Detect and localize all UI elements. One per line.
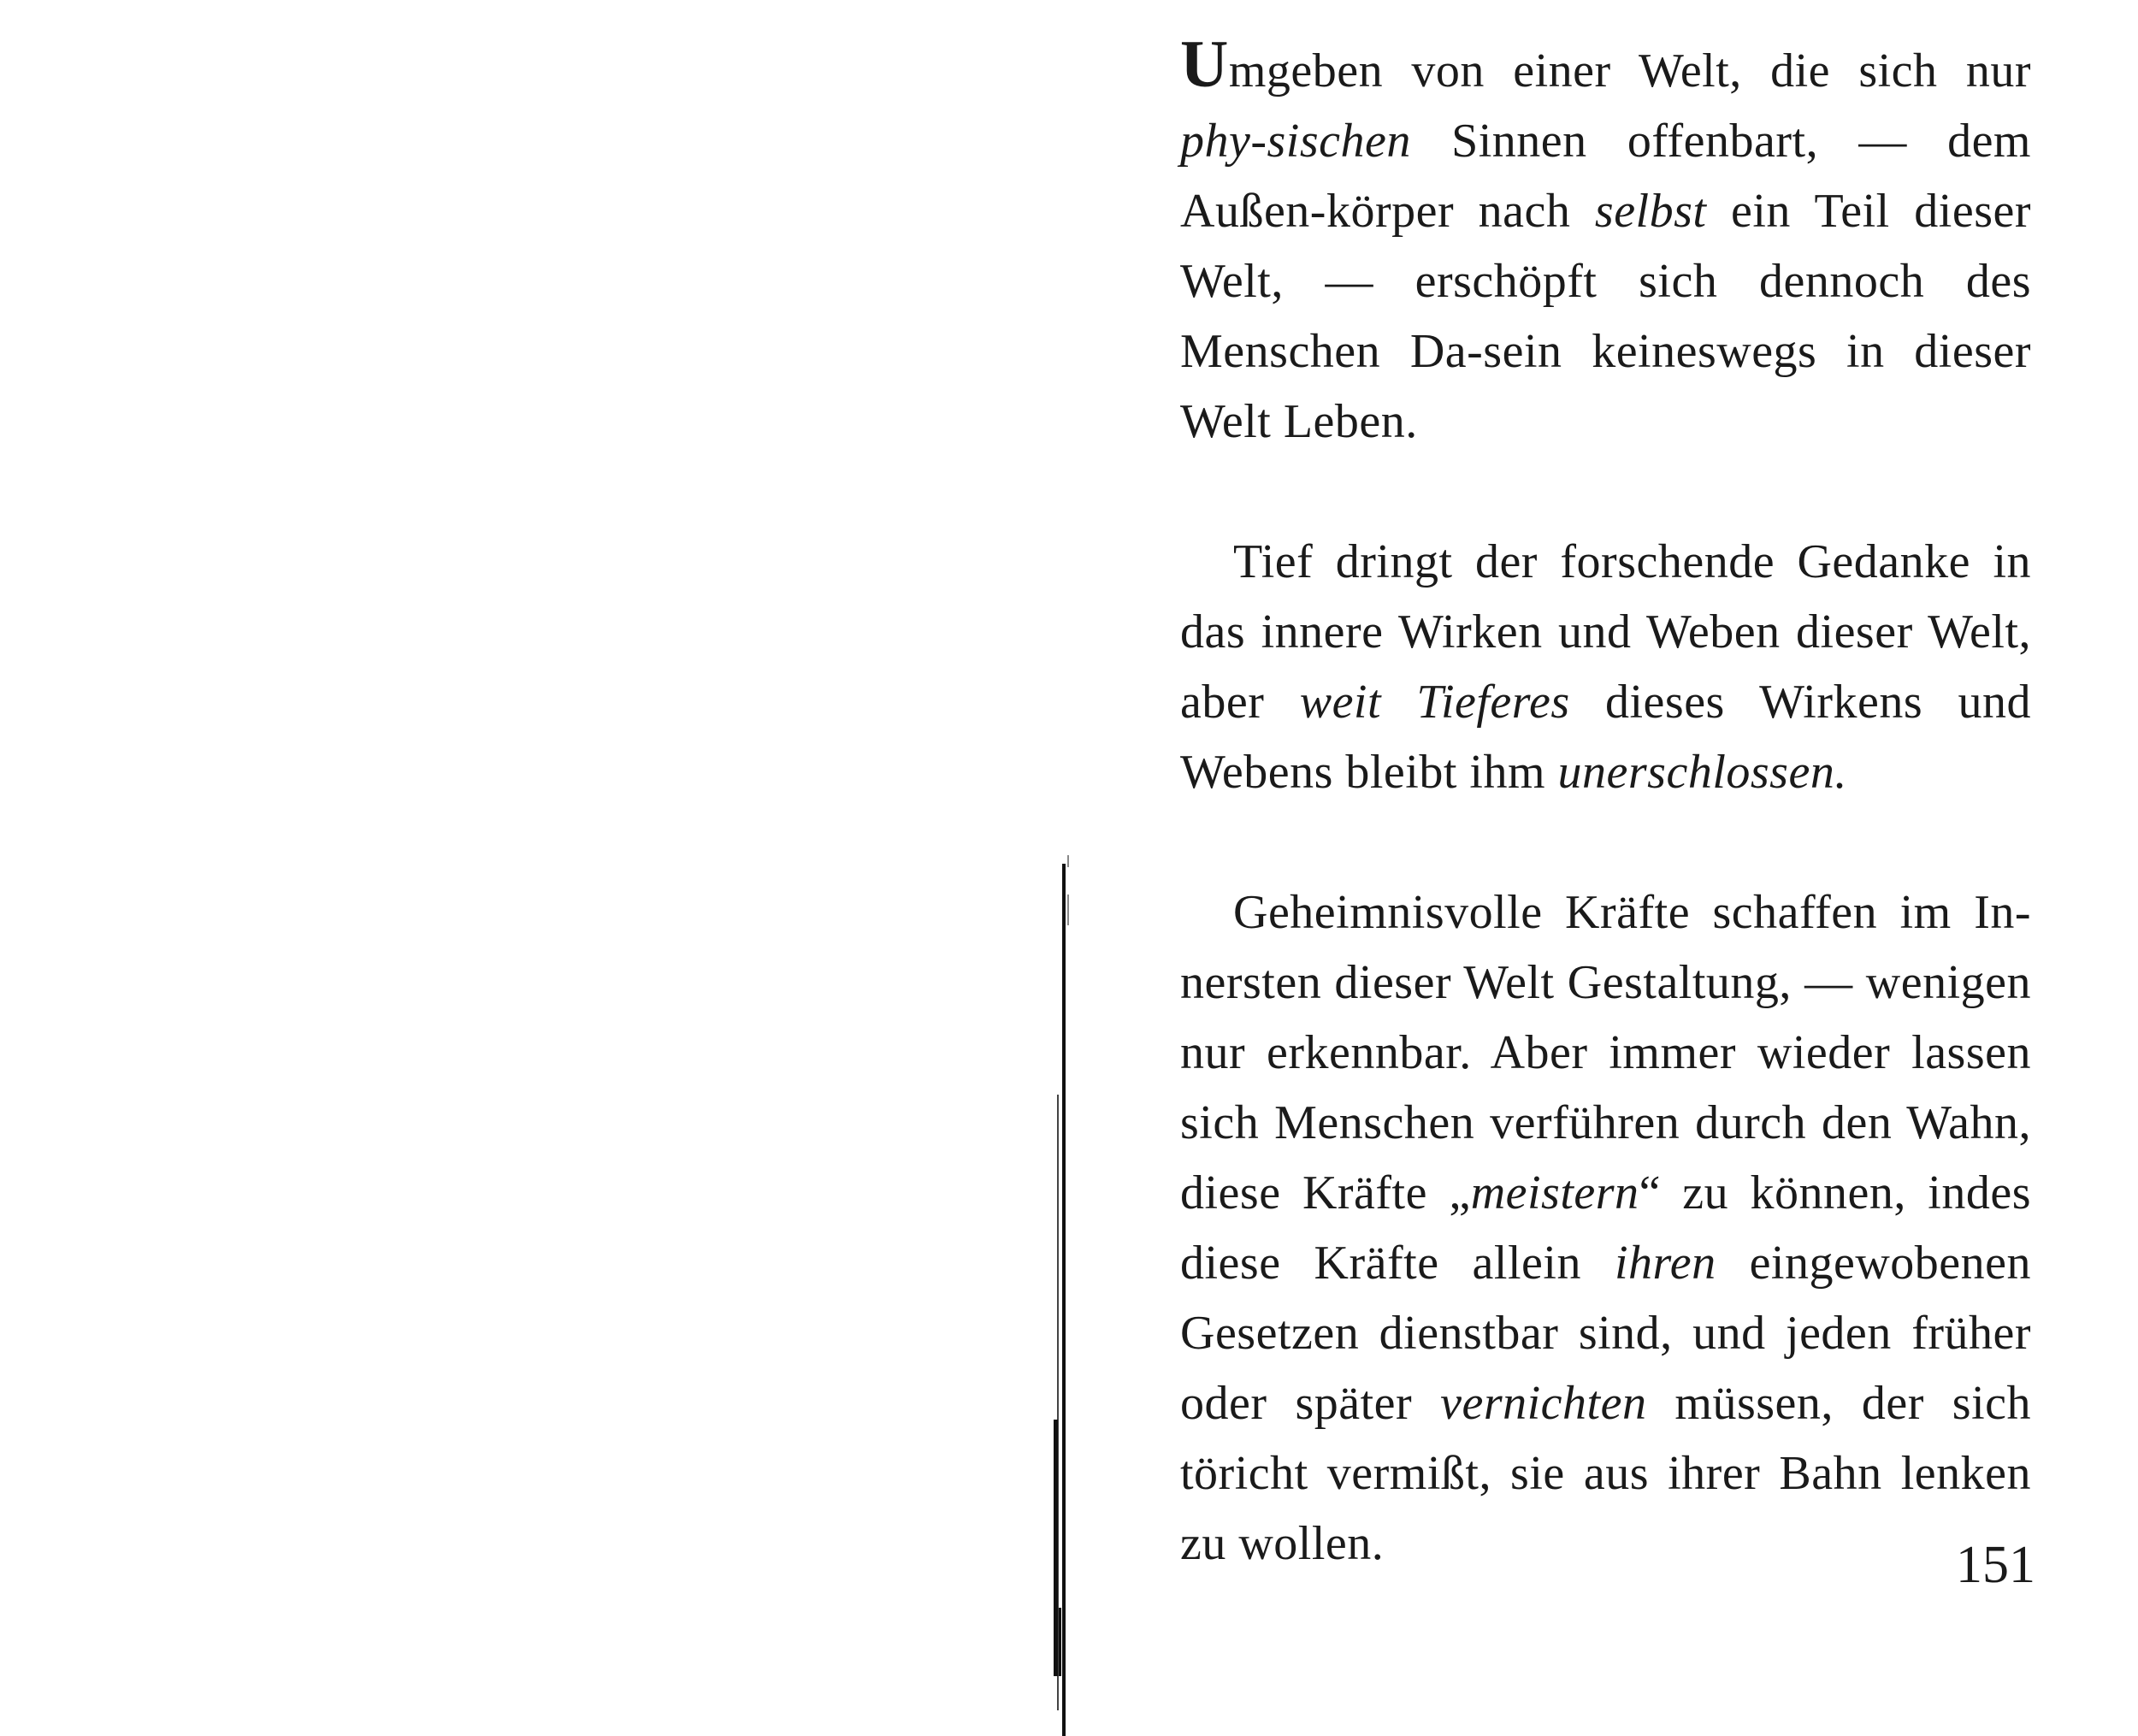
right-page [1065,0,2138,1659]
paragraph-3 [1180,877,2031,1579]
text-segment: müssen, der sich töricht vermißt, sie aus ihrer Bahn lenken zu wollen. [1180,1377,2031,1570]
text-segment: dieses Wirkens und Webens bleibt ihm [1180,676,2032,799]
gutter-shadow [1054,1420,1058,1676]
italic-segment: unerschlossen. [1557,746,1847,799]
text-segment: ein Teil dieser Welt, — erschöpft sich dennoch des Menschen Da-sein keineswegs in dieser Welt Leben. [1180,185,2031,448]
text-segment: eingewobenen Gesetzen dienstbar sind, und jeden früher oder später [1180,1237,2031,1430]
text-segment: Tief dringt der forschende Gedanke in das innere Wirken und Weben dieser Welt, aber [1180,535,2031,729]
gutter-shadow [1059,1608,1061,1676]
text-segment: “ zu können, indes diese Kräfte allein [1180,1166,2031,1290]
drop-cap: U [1180,27,1229,101]
page-number: 151 [1956,1536,2035,1594]
left-page-blank [0,0,1060,1659]
italic-segment: phy-sischen [1180,115,1411,168]
text-segment: Geheimnisvolle Kräfte schaffen im In-nersten dieser Welt Gestaltung, — wenigen nur erkennbar. Aber immer wieder lassen sich Menschen verführen durch den Wahn, diese Kräfte „ [1180,886,2031,1219]
text-segment: mgeben von einer Welt, die sich nur [1228,44,2031,97]
italic-segment: meistern [1470,1166,1639,1219]
italic-segment: ihren [1614,1237,1716,1290]
paragraph-1 [1180,27,2031,457]
paragraph-2 [1180,527,2031,807]
text-segment: Sinnen offenbart, — dem Außen-körper nach [1180,115,2031,238]
italic-segment: weit Tieferes [1299,676,1570,729]
italic-segment: vernichten [1440,1377,1647,1430]
body-text [1180,27,2032,1649]
italic-segment: selbst [1594,185,1707,238]
